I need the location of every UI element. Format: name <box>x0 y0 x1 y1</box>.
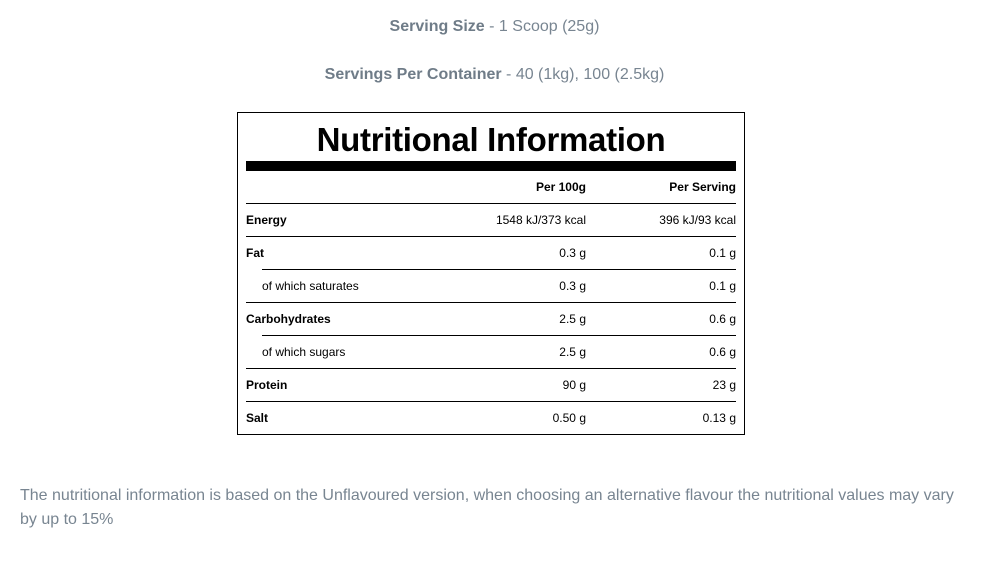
row-name: of which sugars <box>262 345 346 359</box>
row-per-100g: 2.5 g <box>559 345 586 359</box>
row-name: Fat <box>246 246 264 260</box>
row-per-100g: 0.3 g <box>559 279 586 293</box>
panel-title: Nutritional Information <box>316 121 666 158</box>
table-row <box>246 369 736 401</box>
header-per-100g: Per 100g <box>535 180 586 194</box>
table-row <box>246 237 736 269</box>
servings-per-container-line <box>0 66 989 84</box>
row-per-serving: 0.6 g <box>709 345 736 359</box>
row-name: Carbohydrates <box>246 312 331 326</box>
nutrition-panel <box>237 112 745 435</box>
footnote-text: The nutritional information is based on the Unflavoured version, when choosing an alternative flavour the nutritional values may vary by up to 15% <box>20 487 954 528</box>
table-row <box>246 204 736 236</box>
row-per-100g: 0.3 g <box>559 246 586 260</box>
row-name: Salt <box>246 411 269 425</box>
row-per-serving: 0.1 g <box>709 279 736 293</box>
servings-per-container-label: Servings Per Container <box>324 66 502 83</box>
row-per-serving: 23 g <box>712 378 736 392</box>
table-row <box>246 303 736 335</box>
title-divider <box>246 161 736 171</box>
header-per-serving: Per Serving <box>669 180 736 194</box>
row-name: Energy <box>246 213 287 227</box>
row-per-100g: 2.5 g <box>559 312 586 326</box>
serving-size-line <box>0 18 989 36</box>
row-name: of which saturates <box>262 279 359 293</box>
row-per-serving: 0.1 g <box>709 246 736 260</box>
row-name: Protein <box>246 378 288 392</box>
row-per-serving: 0.13 g <box>702 411 736 425</box>
table-row <box>246 270 736 302</box>
row-per-serving: 0.6 g <box>709 312 736 326</box>
serving-size-label: Serving Size <box>389 18 485 35</box>
row-per-100g: 0.50 g <box>552 411 586 425</box>
row-per-serving: 396 kJ/93 kcal <box>659 213 736 227</box>
servings-per-container-value: - 40 (1kg), 100 (2.5kg) <box>501 66 665 83</box>
serving-size-value: - 1 Scoop (25g) <box>484 18 600 35</box>
header-row <box>246 171 736 203</box>
row-per-100g: 1548 kJ/373 kcal <box>495 213 586 227</box>
table-row <box>246 402 736 434</box>
table-row <box>246 336 736 368</box>
row-per-100g: 90 g <box>562 378 586 392</box>
